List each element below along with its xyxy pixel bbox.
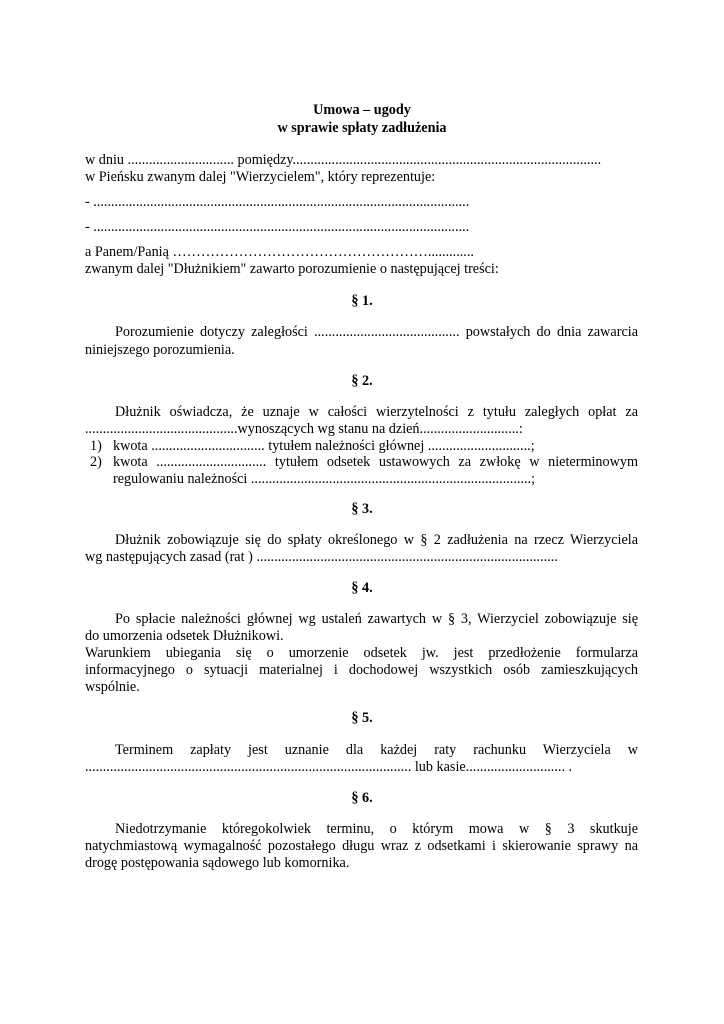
section-2-text: Dłużnik oświadcza, że uznaje w całości wierzytelności z tytułu zaległych opłat za bbox=[115, 404, 638, 420]
list-item-1-number: 1) bbox=[90, 438, 102, 454]
section-2-text-cont: ...........................................wynoszących wg stanu na dzień............................: bbox=[85, 421, 523, 437]
list-item-2-number: 2) bbox=[90, 454, 102, 470]
representative-2: - .......................................................................................................... bbox=[85, 219, 470, 235]
section-1-heading: § 1. bbox=[351, 293, 373, 309]
section-1-text: Porozumienie dotyczy zaległości ......................................... powstałych do dnia zawarcia bbox=[115, 324, 638, 340]
section-5-text-cont: ............................................................................................ lub kasie............................ . bbox=[85, 759, 573, 775]
section-6-heading: § 6. bbox=[351, 790, 373, 806]
intro-agreement-line: zwanym dalej "Dłużnikiem" zawarto porozumienie o następującej treści: bbox=[85, 261, 499, 277]
section-4-condition-end: wspólnie. bbox=[85, 679, 140, 695]
section-4-condition: Warunkiem ubiegania się o umorzenie odsetek jw. jest przedłożenie formularza bbox=[85, 645, 638, 661]
section-4-heading: § 4. bbox=[351, 580, 373, 596]
debtor-line: a Panem/Panią ………………………………………………............. bbox=[85, 244, 474, 260]
section-5-heading: § 5. bbox=[351, 710, 373, 726]
intro-date-line: w dniu .............................. pomiędzy....................................................................................... bbox=[85, 152, 602, 168]
section-4-text: Po spłacie należności głównej wg ustaleń zawartych w § 3, Wierzyciel zobowiązuje się bbox=[115, 611, 638, 627]
list-item-2-text-cont: regulowaniu należności ...............................................................................; bbox=[113, 471, 536, 487]
section-6-text-end: drogę postępowania sądowego lub komornika. bbox=[85, 855, 350, 871]
list-item-2-text: kwota ............................... tytułem odsetek ustawowych za zwłokę w nieterminowym bbox=[113, 454, 638, 470]
document-title: Umowa – ugody bbox=[313, 102, 411, 118]
section-3-heading: § 3. bbox=[351, 501, 373, 517]
section-3-text-cont: wg następujących zasad (rat ) ..................................................................................... bbox=[85, 549, 558, 565]
section-2-heading: § 2. bbox=[351, 373, 373, 389]
section-4-condition-cont: informacyjnego o sytuacji materialnej i dochodowej wszystkich osób zamieszkujących bbox=[85, 662, 638, 678]
intro-creditor-line: w Pieńsku zwanym dalej "Wierzycielem", który reprezentuje: bbox=[85, 169, 436, 185]
section-6-text: Niedotrzymanie któregokolwiek terminu, o którym mowa w § 3 skutkuje bbox=[115, 821, 638, 837]
section-4-text-cont: do umorzenia odsetek Dłużnikowi. bbox=[85, 628, 284, 644]
list-item-1-text: kwota ................................ tytułem należności głównej .............................; bbox=[113, 438, 535, 454]
section-3-text: Dłużnik zobowiązuje się do spłaty określonego w § 2 zadłużenia na rzecz Wierzyciela bbox=[115, 532, 638, 548]
section-6-text-cont: natychmiastową wymagalność pozostałego długu wraz z odsetkami i skierowanie sprawy na bbox=[85, 838, 638, 854]
section-1-text-cont: niniejszego porozumienia. bbox=[85, 342, 235, 358]
section-5-text: Terminem zapłaty jest uznanie dla każdej raty rachunku Wierzyciela w bbox=[115, 742, 638, 758]
representative-1: - .......................................................................................................... bbox=[85, 194, 470, 210]
document-subtitle: w sprawie spłaty zadłużenia bbox=[277, 120, 447, 136]
